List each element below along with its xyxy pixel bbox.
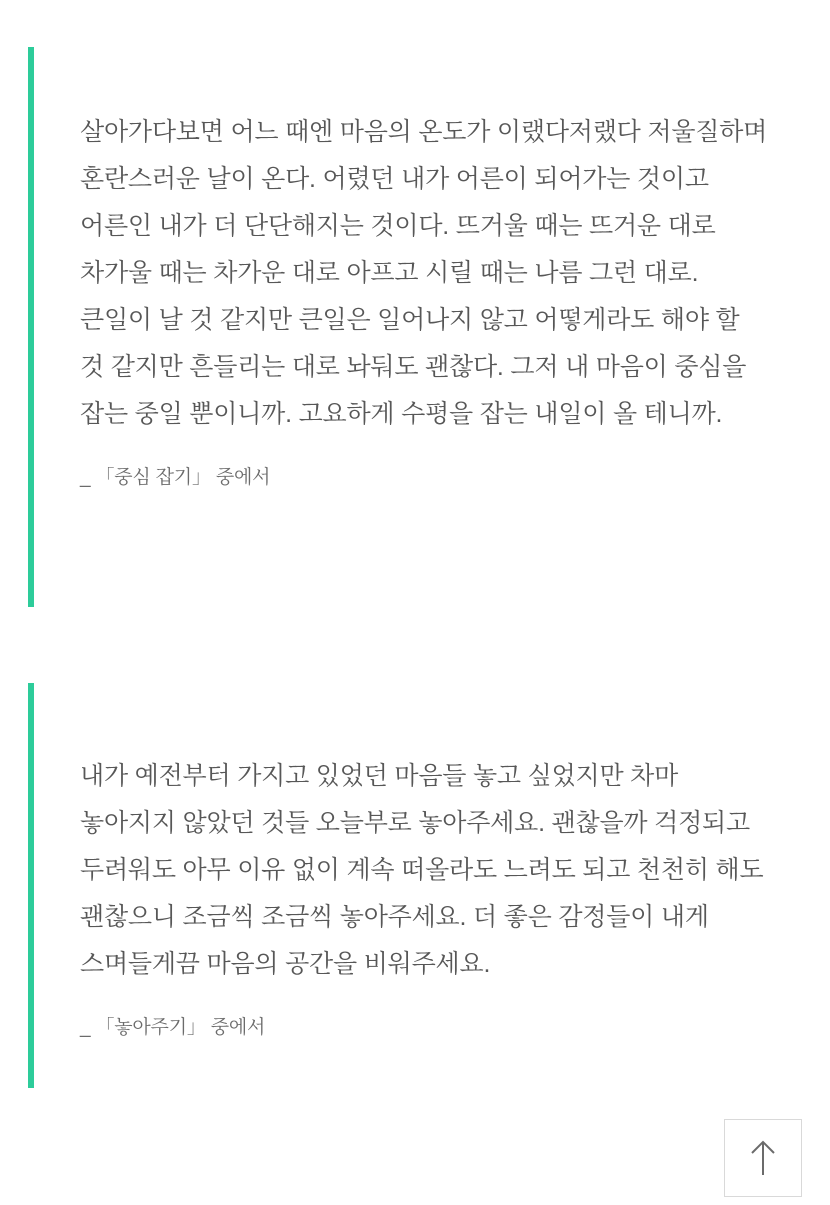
quote-body-1 <box>54 48 830 548</box>
arrow-up-icon <box>748 1138 778 1178</box>
quote-text: 살아가다보면 어느 때엔 마음의 온도가 이랬다저랬다 저울질하며 혼란스러운 날이 온다. 어렸던 내가 어른이 되어가는 것이고 어른인 내가 더 단단해지는 것이다. 뜨거울 때는 뜨거운 대로 차가울 때는 차가운 대로 아프고 시릴 때는 나름 그런 대로. 큰일이 날 것 같지만 큰일은 일어나지 않고 어떻게라도 해야 할 것 같지만 흔들리는 대로 놔둬도 괜찮다. 그저 내 마음이 중심을 잡는 중일 뿐이니까. 고요하게 수평을 잡는 내일이 올 테니까. <box>80 118 774 428</box>
quote-block-1 <box>0 0 830 548</box>
accent-bar <box>28 47 34 607</box>
quote-source: _ 「놓아주기」 중에서 <box>80 1017 266 1038</box>
quote-source: _ 「중심 잡기」 중에서 <box>80 467 271 488</box>
section-spacer <box>0 548 830 683</box>
quote-block-2 <box>0 683 830 1102</box>
quote-body-2 <box>54 683 830 1102</box>
quote-text: 내가 예전부터 가지고 있었던 마음들 놓고 싶었지만 차마 놓아지지 않았던 것들 오늘부로 놓아주세요. 괜찮을까 걱정되고 두려워도 아무 이유 없이 계속 떠올라도 느려도 되고 천천히 해도 괜찮으니 조금씩 조금씩 놓아주세요. 더 좋은 감정들이 내게 스며들게끔 마음의 공간을 비워주세요. <box>80 762 771 978</box>
accent-bar <box>28 683 34 1088</box>
scroll-to-top-button[interactable] <box>724 1119 802 1197</box>
